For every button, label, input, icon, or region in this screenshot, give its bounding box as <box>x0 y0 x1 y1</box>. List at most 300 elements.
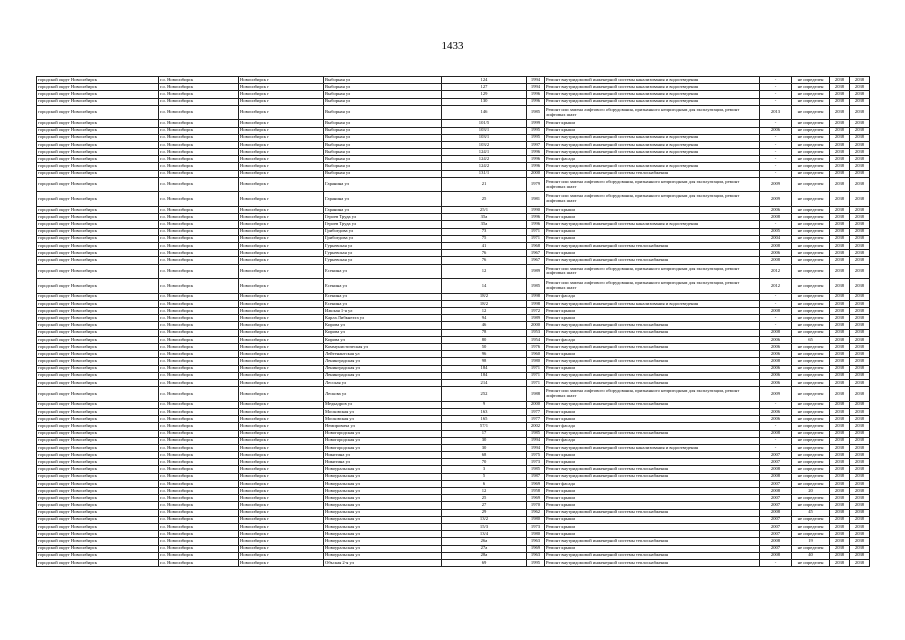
table-cell-settlement: г.о. Новосибирск <box>159 322 239 329</box>
table-cell-year4: 2038 <box>850 351 870 358</box>
table-cell-year3: 2038 <box>830 242 850 249</box>
table-cell-street: Выборная ул <box>324 134 442 141</box>
table-cell-year: 1971 <box>527 228 545 235</box>
table-cell-year: 1995 <box>527 134 545 141</box>
table-cell-district: городской округ Новосибирск <box>37 379 159 386</box>
table-cell-year: 1960 <box>527 351 545 358</box>
table-row <box>37 120 870 127</box>
table-cell-locality: Новосибирск г <box>239 430 324 437</box>
table-cell-year4: 2038 <box>850 221 870 228</box>
table-cell-settlement: г.о. Новосибирск <box>159 149 239 156</box>
table-cell-settlement: г.о. Новосибирск <box>159 77 239 84</box>
table-cell-year1: 2009 <box>760 387 792 402</box>
table-cell-settlement: г.о. Новосибирск <box>159 488 239 495</box>
table-cell-year3: 2038 <box>830 120 850 127</box>
table-cell-work: Ремонт фасада <box>545 423 760 430</box>
table-cell-locality: Новосибирск г <box>239 315 324 322</box>
table-cell-year1: 2006 <box>760 207 792 214</box>
table-cell-work: Ремонт внутридомовой инженерной системы теплоснабжения <box>545 372 760 379</box>
table-cell-work: Ремонт внутридомовой инженерной системы канализования и водоотведения <box>545 444 760 451</box>
table-cell-street: Кирова ул <box>324 322 442 329</box>
table-cell-year4: 2038 <box>850 336 870 343</box>
table-cell-work: Ремонт внутридомовой инженерной системы канализования и водоотведения <box>545 134 760 141</box>
table-cell-year: 1971 <box>527 235 545 242</box>
table-cell-house: 57/1 <box>442 423 527 430</box>
table-cell-year1: - <box>760 170 792 177</box>
table-cell-work: Ремонт внутридомовой инженерной системы теплоснабжения <box>545 329 760 336</box>
table-cell-street: Немировича ул <box>324 423 442 430</box>
table-row <box>37 134 870 141</box>
table-cell-work: Ремонт крыши <box>545 495 760 502</box>
table-cell-year4: 2038 <box>850 344 870 351</box>
table-cell-year4: 2038 <box>850 516 870 523</box>
table-cell-work: Ремонт внутридомовой инженерной системы канализования и водоотведения <box>545 300 760 307</box>
table-row <box>37 228 870 235</box>
table-cell-work: Ремонт внутридомовой инженерной системы канализования и водоотведения <box>545 84 760 91</box>
table-cell-year: 1985 <box>527 105 545 120</box>
table-cell-work: Ремонт крыши <box>545 127 760 134</box>
table-cell-settlement: г.о. Новосибирск <box>159 358 239 365</box>
table-cell-house: 41 <box>442 242 527 249</box>
table-cell-street: Выборная ул <box>324 84 442 91</box>
table-cell-year3: 2038 <box>830 141 850 148</box>
table-cell-year4: 2038 <box>850 523 870 530</box>
table-cell-locality: Новосибирск г <box>239 250 324 257</box>
table-cell-street: Выборная ул <box>324 98 442 105</box>
table-cell-year3: 2038 <box>830 207 850 214</box>
table-cell-year4: 2038 <box>850 84 870 91</box>
table-cell-year1: 2006 <box>760 336 792 343</box>
table-cell-year3: 2038 <box>830 444 850 451</box>
table-cell-work: Ремонт внутридомовой инженерной системы теплоснабжения <box>545 344 760 351</box>
table-cell-street: Новогородская ул <box>324 430 442 437</box>
table-cell-house: 5 <box>442 473 527 480</box>
table-cell-year3: 2038 <box>830 502 850 509</box>
table-cell-locality: Новосибирск г <box>239 264 324 279</box>
table-cell-district: городской округ Новосибирск <box>37 437 159 444</box>
table-cell-year2: не определен <box>792 300 830 307</box>
table-cell-district: городской округ Новосибирск <box>37 387 159 402</box>
table-cell-house: 131/1 <box>442 170 527 177</box>
table-cell-street: Гаранина ул <box>324 207 442 214</box>
table-cell-year4: 2038 <box>850 466 870 473</box>
table-row <box>37 127 870 134</box>
table-cell-year1: 2006 <box>760 127 792 134</box>
table-cell-year1: 2008 <box>760 242 792 249</box>
table-cell-work: Ремонт внутридомовой инженерной системы теплоснабжения <box>545 552 760 559</box>
table-cell-year1: - <box>760 322 792 329</box>
table-cell-year1: 2008 <box>760 257 792 264</box>
table-row <box>37 98 870 105</box>
table-cell-work: Ремонт крыши <box>545 207 760 214</box>
table-cell-house: 15/3 <box>442 523 527 530</box>
table-cell-year: 1979 <box>527 177 545 192</box>
table-cell-street: Новоуральская ул <box>324 552 442 559</box>
table-cell-work: Ремонт крыши <box>545 351 760 358</box>
table-cell-street: Карла Либкнехта ул <box>324 315 442 322</box>
table-cell-street: Коммунистическая ул <box>324 344 442 351</box>
table-cell-work: Ремонт крыши <box>545 365 760 372</box>
table-cell-house: 101/5 <box>442 120 527 127</box>
table-cell-district: городской округ Новосибирск <box>37 134 159 141</box>
table-cell-year3: 2038 <box>830 127 850 134</box>
table-cell-year2: не определен <box>792 177 830 192</box>
table-cell-year: 2000 <box>527 401 545 408</box>
table-cell-street: Новоуральская ул <box>324 495 442 502</box>
table-cell-settlement: г.о. Новосибирск <box>159 459 239 466</box>
table-cell-year4: 2038 <box>850 264 870 279</box>
table-cell-district: городской округ Новосибирск <box>37 177 159 192</box>
table-cell-year4: 2038 <box>850 214 870 221</box>
table-cell-work: Ремонт фасада <box>545 156 760 163</box>
table-cell-year3: 2038 <box>830 379 850 386</box>
table-cell-street: Ижская 1-я ул <box>324 308 442 315</box>
table-cell-year4: 2038 <box>850 315 870 322</box>
table-cell-year3: 2038 <box>830 401 850 408</box>
table-cell-work: Ремонт крыши <box>545 516 760 523</box>
table-cell-year2: не определен <box>792 170 830 177</box>
register-table <box>36 76 870 567</box>
table-cell-street: Есенина ул <box>324 300 442 307</box>
table-cell-settlement: г.о. Новосибирск <box>159 127 239 134</box>
table-cell-year4: 2038 <box>850 207 870 214</box>
table-cell-year4: 2038 <box>850 242 870 249</box>
table-cell-street: Новоуральская ул <box>324 531 442 538</box>
table-cell-year: 1970 <box>527 502 545 509</box>
table-cell-year2: не определен <box>792 214 830 221</box>
table-cell-street: Новоуральская ул <box>324 480 442 487</box>
table-cell-locality: Новосибирск г <box>239 98 324 105</box>
table-cell-year2: не определен <box>792 459 830 466</box>
table-cell-year2: не определен <box>792 401 830 408</box>
table-cell-year4: 2038 <box>850 177 870 192</box>
table-cell-year2: не определен <box>792 351 830 358</box>
table-row <box>37 372 870 379</box>
table-cell-year: 1969 <box>527 480 545 487</box>
table-cell-locality: Новосибирск г <box>239 91 324 98</box>
table-cell-street: Гурьевская ул <box>324 257 442 264</box>
table-cell-year2: не определен <box>792 523 830 530</box>
table-cell-house: 70 <box>442 459 527 466</box>
table-row <box>37 488 870 495</box>
table-cell-house: 46 <box>442 322 527 329</box>
table-cell-district: городской округ Новосибирск <box>37 459 159 466</box>
table-cell-district: городской округ Новосибирск <box>37 214 159 221</box>
table-cell-locality: Новосибирск г <box>239 134 324 141</box>
table-cell-year1: 2007 <box>760 531 792 538</box>
table-cell-year2: не определен <box>792 416 830 423</box>
table-cell-locality: Новосибирск г <box>239 207 324 214</box>
table-cell-district: городской округ Новосибирск <box>37 91 159 98</box>
table-cell-work: Ремонт крыши <box>545 452 760 459</box>
table-cell-year4: 2038 <box>850 379 870 386</box>
table-cell-district: городской округ Новосибирск <box>37 315 159 322</box>
table-cell-year3: 2038 <box>830 473 850 480</box>
table-cell-district: городской округ Новосибирск <box>37 452 159 459</box>
table-cell-settlement: г.о. Новосибирск <box>159 98 239 105</box>
table-cell-year: 1953 <box>527 329 545 336</box>
table-cell-house: 127 <box>442 84 527 91</box>
table-cell-year3: 2038 <box>830 344 850 351</box>
table-cell-year3: 2038 <box>830 358 850 365</box>
table-cell-year3: 2038 <box>830 523 850 530</box>
table-cell-year2: не определен <box>792 264 830 279</box>
table-cell-year3: 2038 <box>830 509 850 516</box>
table-cell-year1: 2007 <box>760 545 792 552</box>
table-cell-settlement: г.о. Новосибирск <box>159 329 239 336</box>
table-cell-year1: - <box>760 444 792 451</box>
table-cell-street: Выборная ул <box>324 141 442 148</box>
table-cell-work: Ремонт крыши <box>545 502 760 509</box>
table-cell-year4: 2038 <box>850 98 870 105</box>
table-cell-year: 1989 <box>527 264 545 279</box>
table-cell-work: Ремонт внутридомовой инженерной системы теплоснабжения <box>545 170 760 177</box>
table-cell-work: Ремонт или замена лифтового оборудования, признанного непригодным для эксплуатации, ремонт лифтовых шахт <box>545 279 760 294</box>
table-row <box>37 538 870 545</box>
table-cell-house: 96 <box>442 351 527 358</box>
table-cell-settlement: г.о. Новосибирск <box>159 308 239 315</box>
table-cell-year1: - <box>760 77 792 84</box>
table-cell-year1: 2004 <box>760 235 792 242</box>
table-cell-year3: 2038 <box>830 221 850 228</box>
table-cell-work: Ремонт внутридомовой инженерной системы канализования и водоотведения <box>545 91 760 98</box>
table-cell-work: Ремонт внутридомовой инженерной системы теплоснабжения <box>545 473 760 480</box>
table-cell-year2: не определен <box>792 279 830 294</box>
table-cell-district: городской округ Новосибирск <box>37 293 159 300</box>
table-cell-work: Ремонт внутридомовой инженерной системы теплоснабжения <box>545 257 760 264</box>
table-cell-district: городской округ Новосибирск <box>37 351 159 358</box>
table-cell-house: 130 <box>442 98 527 105</box>
table-row <box>37 423 870 430</box>
table-cell-house: 124 <box>442 77 527 84</box>
table-row <box>37 351 870 358</box>
table-cell-year1: - <box>760 437 792 444</box>
table-cell-year: 1971 <box>527 365 545 372</box>
table-cell-district: городской округ Новосибирск <box>37 416 159 423</box>
table-cell-district: городской округ Новосибирск <box>37 84 159 91</box>
table-cell-settlement: г.о. Новосибирск <box>159 84 239 91</box>
table-cell-year: 1996 <box>527 221 545 228</box>
table-cell-district: городской округ Новосибирск <box>37 495 159 502</box>
table-row <box>37 322 870 329</box>
table-cell-year1: 2012 <box>760 279 792 294</box>
table-cell-locality: Новосибирск г <box>239 84 324 91</box>
table-cell-year1: 2006 <box>760 408 792 415</box>
table-cell-year: 1980 <box>527 358 545 365</box>
table-cell-year2: не определен <box>792 156 830 163</box>
table-cell-year2: не определен <box>792 207 830 214</box>
table-cell-year1: 2008 <box>760 509 792 516</box>
table-cell-year2: 65 <box>792 336 830 343</box>
table-cell-year: 1998 <box>527 300 545 307</box>
table-cell-year: 1980 <box>527 516 545 523</box>
table-cell-year3: 2038 <box>830 84 850 91</box>
table-cell-locality: Новосибирск г <box>239 452 324 459</box>
table-cell-locality: Новосибирск г <box>239 466 324 473</box>
table-row <box>37 358 870 365</box>
table-cell-year1: 2008 <box>760 214 792 221</box>
table-cell-locality: Новосибирск г <box>239 149 324 156</box>
table-cell-year: 1995 <box>527 559 545 566</box>
table-cell-year4: 2038 <box>850 365 870 372</box>
table-cell-year4: 2038 <box>850 430 870 437</box>
table-cell-year1: 2009 <box>760 177 792 192</box>
table-cell-year3: 2038 <box>830 351 850 358</box>
table-cell-house: 3 <box>442 466 527 473</box>
table-cell-street: Новоуральская ул <box>324 516 442 523</box>
table-cell-year1: 2009 <box>760 192 792 207</box>
table-cell-house: 214 <box>442 379 527 386</box>
table-cell-street: Новоуральская ул <box>324 502 442 509</box>
table-cell-year1: 2007 <box>760 523 792 530</box>
table-cell-work: Ремонт внутридомовой инженерной системы канализования и водоотведения <box>545 163 760 170</box>
table-cell-locality: Новосибирск г <box>239 105 324 120</box>
table-cell-year1: 2012 <box>760 264 792 279</box>
table-cell-year4: 2038 <box>850 473 870 480</box>
table-cell-year2: не определен <box>792 84 830 91</box>
table-row <box>37 336 870 343</box>
table-cell-year1: 2005 <box>760 228 792 235</box>
table-cell-year2: не определен <box>792 98 830 105</box>
table-cell-year1: 2007 <box>760 502 792 509</box>
table-cell-settlement: г.о. Новосибирск <box>159 177 239 192</box>
table-cell-year: 1990 <box>527 207 545 214</box>
table-cell-settlement: г.о. Новосибирск <box>159 134 239 141</box>
table-cell-locality: Новосибирск г <box>239 423 324 430</box>
table-cell-work: Ремонт крыши <box>545 408 760 415</box>
table-row <box>37 430 870 437</box>
table-cell-year3: 2038 <box>830 423 850 430</box>
table-cell-work: Ремонт фасада <box>545 293 760 300</box>
table-row <box>37 221 870 228</box>
table-cell-work: Ремонт крыши <box>545 315 760 322</box>
table-cell-locality: Новосибирск г <box>239 214 324 221</box>
table-cell-year1: 2008 <box>760 488 792 495</box>
table-cell-district: городской округ Новосибирск <box>37 322 159 329</box>
table-cell-house: 146 <box>442 105 527 120</box>
table-cell-year1: 2007 <box>760 516 792 523</box>
table-cell-year3: 2038 <box>830 264 850 279</box>
table-cell-year: 1967 <box>527 257 545 264</box>
table-cell-work: Ремонт крыши <box>545 228 760 235</box>
table-row <box>37 105 870 120</box>
table-cell-work: Ремонт фасада <box>545 480 760 487</box>
table-cell-year4: 2038 <box>850 559 870 566</box>
table-cell-year2: не определен <box>792 387 830 402</box>
table-cell-year3: 2038 <box>830 459 850 466</box>
table-cell-house: 30 <box>442 437 527 444</box>
table-cell-year3: 2038 <box>830 336 850 343</box>
table-cell-year: 1996 <box>527 98 545 105</box>
table-cell-house: 25 <box>442 495 527 502</box>
table-cell-year: 1972 <box>527 308 545 315</box>
table-cell-house: 76 <box>442 257 527 264</box>
table-cell-year3: 2038 <box>830 77 850 84</box>
table-cell-year3: 2038 <box>830 156 850 163</box>
table-cell-settlement: г.о. Новосибирск <box>159 545 239 552</box>
table-cell-year2: 19 <box>792 538 830 545</box>
table-cell-year1: - <box>760 293 792 300</box>
table-cell-settlement: г.о. Новосибирск <box>159 379 239 386</box>
table-cell-settlement: г.о. Новосибирск <box>159 344 239 351</box>
table-cell-district: городской округ Новосибирск <box>37 228 159 235</box>
table-cell-year: 1996 <box>527 156 545 163</box>
table-cell-district: городской округ Новосибирск <box>37 264 159 279</box>
table-cell-settlement: г.о. Новосибирск <box>159 141 239 148</box>
table-cell-year4: 2038 <box>850 387 870 402</box>
table-cell-settlement: г.о. Новосибирск <box>159 315 239 322</box>
table-cell-house: 73 <box>442 228 527 235</box>
table-cell-settlement: г.о. Новосибирск <box>159 531 239 538</box>
table-cell-year3: 2038 <box>830 437 850 444</box>
table-row <box>37 416 870 423</box>
table-cell-year3: 2038 <box>830 235 850 242</box>
table-cell-street: Новоуральская ул <box>324 545 442 552</box>
table-cell-street: Новоуральская ул <box>324 509 442 516</box>
table-cell-year2: не определен <box>792 559 830 566</box>
table-cell-year: 1977 <box>527 416 545 423</box>
table-cell-street: Ленинградская ул <box>324 372 442 379</box>
table-cell-house: 124/1 <box>442 149 527 156</box>
table-cell-year3: 2038 <box>830 91 850 98</box>
table-cell-year: 1985 <box>527 279 545 294</box>
table-row <box>37 379 870 386</box>
table-cell-settlement: г.о. Новосибирск <box>159 300 239 307</box>
table-cell-district: городской округ Новосибирск <box>37 480 159 487</box>
table-cell-year: 1996 <box>527 214 545 221</box>
table-cell-locality: Новосибирск г <box>239 221 324 228</box>
table-cell-year4: 2038 <box>850 408 870 415</box>
table-cell-year2: 45 <box>792 509 830 516</box>
table-cell-locality: Новосибирск г <box>239 488 324 495</box>
table-cell-street: Новоуральская ул <box>324 488 442 495</box>
table-cell-locality: Новосибирск г <box>239 127 324 134</box>
table-cell-year2: не определен <box>792 466 830 473</box>
table-cell-year2: не определен <box>792 293 830 300</box>
table-cell-locality: Новосибирск г <box>239 163 324 170</box>
table-cell-locality: Новосибирск г <box>239 293 324 300</box>
table-cell-locality: Новосибирск г <box>239 372 324 379</box>
table-cell-year2: не определен <box>792 545 830 552</box>
table-row <box>37 444 870 451</box>
table-cell-year1: - <box>760 156 792 163</box>
table-cell-settlement: г.о. Новосибирск <box>159 192 239 207</box>
table-cell-year: 1968 <box>527 242 545 249</box>
table-cell-street: Московская ул <box>324 408 442 415</box>
table-cell-house: 12 <box>442 264 527 279</box>
table-cell-settlement: г.о. Новосибирск <box>159 523 239 530</box>
table-row <box>37 502 870 509</box>
table-cell-locality: Новосибирск г <box>239 444 324 451</box>
table-cell-year3: 2038 <box>830 105 850 120</box>
table-cell-street: Лейтенантская ул <box>324 351 442 358</box>
table-cell-year3: 2038 <box>830 552 850 559</box>
table-cell-year4: 2038 <box>850 235 870 242</box>
table-row <box>37 300 870 307</box>
table-cell-house: 14 <box>442 279 527 294</box>
table-cell-district: городской округ Новосибирск <box>37 488 159 495</box>
table-cell-district: городской округ Новосибирск <box>37 466 159 473</box>
table-cell-house: 103/1 <box>442 134 527 141</box>
table-cell-district: городской округ Новосибирск <box>37 149 159 156</box>
table-cell-district: городской округ Новосибирск <box>37 235 159 242</box>
table-cell-year: 2000 <box>527 170 545 177</box>
table-cell-house: 35а <box>442 214 527 221</box>
table-cell-street: Новоуральская ул <box>324 473 442 480</box>
table-cell-year4: 2038 <box>850 300 870 307</box>
table-row <box>37 344 870 351</box>
table-cell-locality: Новосибирск г <box>239 141 324 148</box>
